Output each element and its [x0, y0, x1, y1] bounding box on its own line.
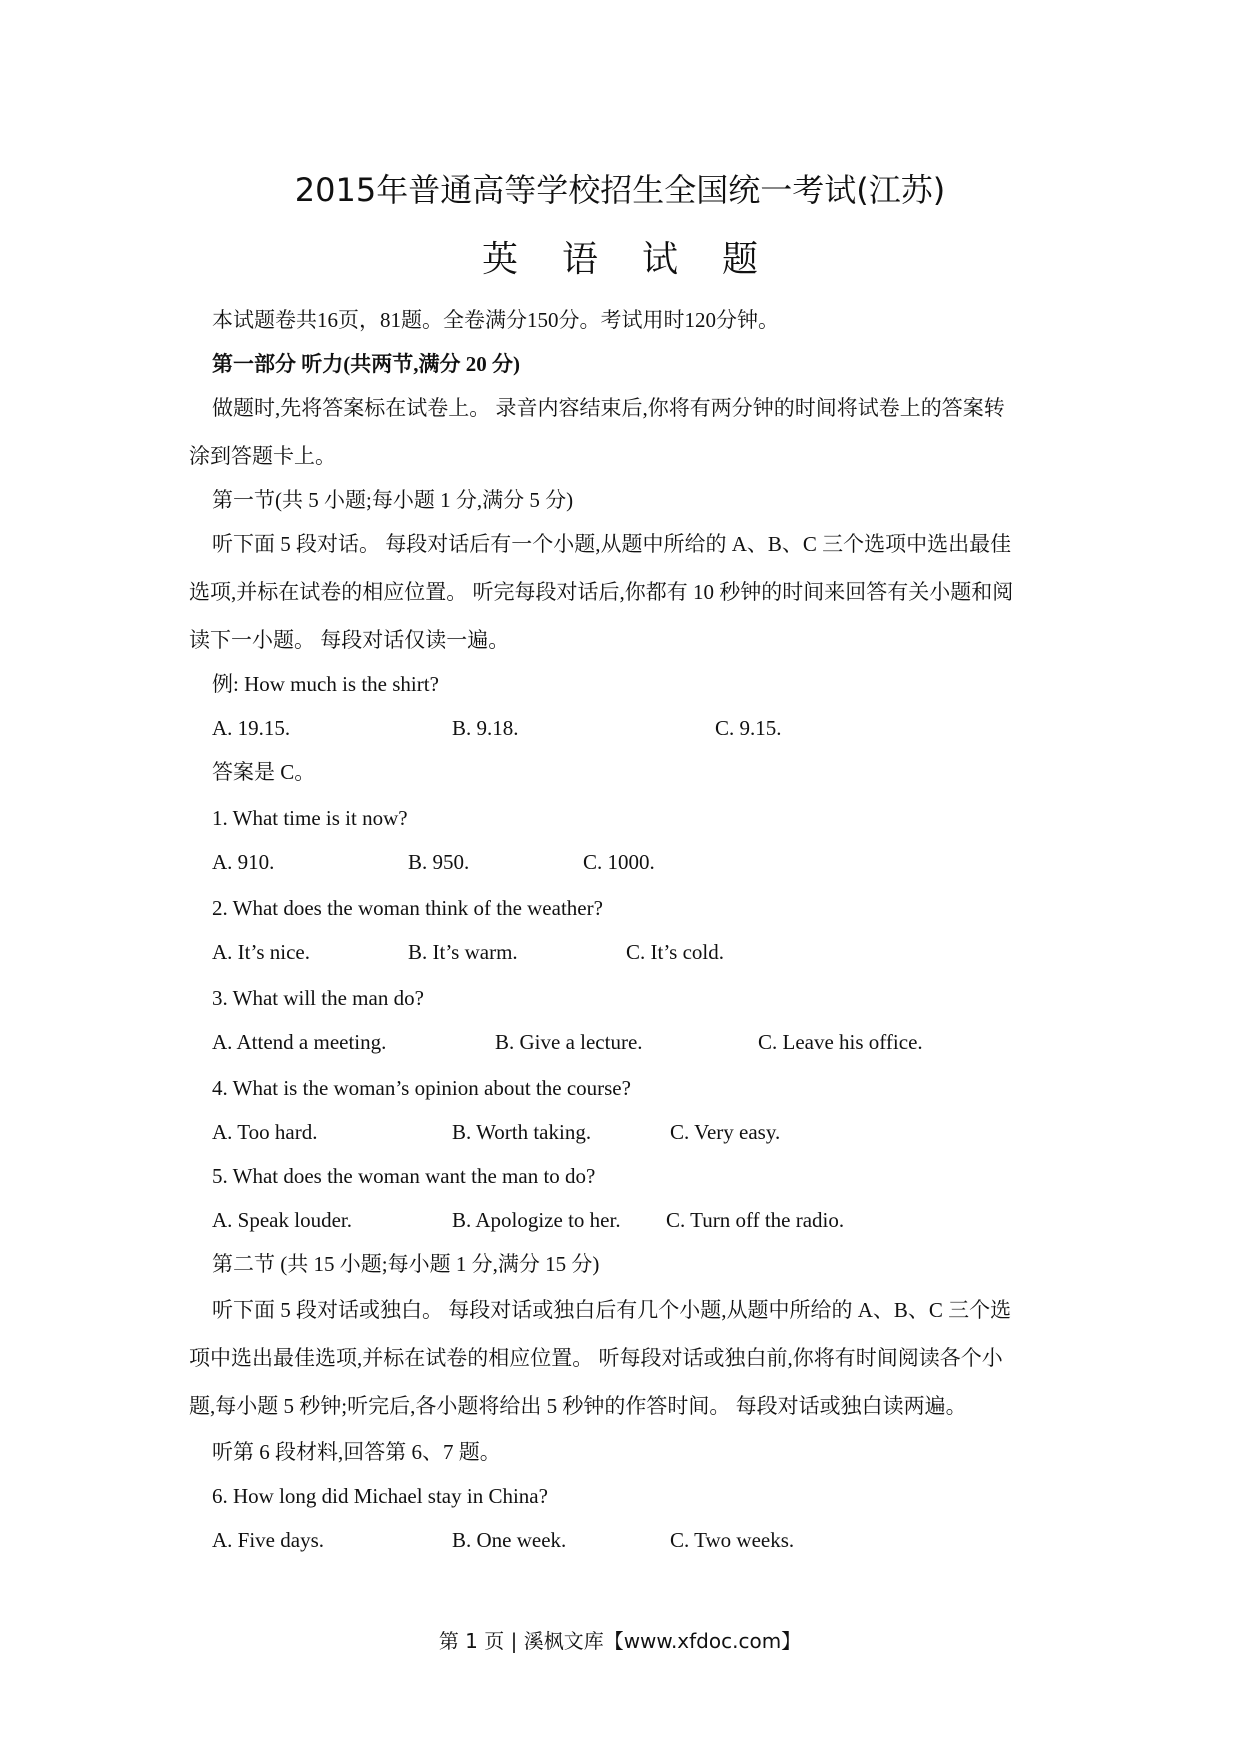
q6-option-b: B. One week. [452, 1528, 567, 1552]
q4-option-c: C. Very easy. [670, 1120, 781, 1144]
section1-directions-line: 读下一小题。 每段对话仅读一遍。 [189, 628, 510, 652]
q3-option-a: A. Attend a meeting. [212, 1030, 387, 1054]
part1-heading: 第一部分 听力(共两节,满分 20 分) [212, 352, 520, 376]
subtitle-char: 试 [642, 239, 679, 280]
q1-option-c: C. 1000. [583, 850, 655, 874]
section2-directions-line: 听下面 5 段对话或独白。 每段对话或独白后有几个小题,从题中所给的 A、B、C 三个选 [212, 1298, 1012, 1322]
q5-option-a: A. Speak louder. [212, 1208, 352, 1232]
q1-option-a: A. 910. [212, 850, 275, 874]
section1-directions-line: 选项,并标在试卷的相应位置。 听完每段对话后,你都有 10 秒钟的时间来回答有关小题和阅 [189, 580, 1014, 604]
example-option-a: A. 19.15. [212, 716, 291, 740]
question-3: 3. What will the man do? [212, 986, 424, 1010]
subtitle-char: 英 [481, 239, 518, 280]
part1-instruction-line: 涂到答题卡上。 [189, 444, 336, 468]
exam-intro: 本试题卷共16页，81题。全卷满分150分。考试用时120分钟。 [212, 308, 779, 332]
q2-option-b: B. It’s warm. [408, 940, 518, 964]
question-5: 5. What does the woman want the man to do? [212, 1164, 596, 1188]
q6-option-a: A. Five days. [212, 1528, 324, 1552]
q4-option-a: A. Too hard. [212, 1120, 318, 1144]
question-4: 4. What is the woman’s opinion about the course? [212, 1076, 631, 1100]
question-6: 6. How long did Michael stay in China? [212, 1484, 548, 1508]
q4-option-b: B. Worth taking. [452, 1120, 592, 1144]
q5-option-b: B. Apologize to her. [452, 1208, 621, 1232]
q3-option-c: C. Leave his office. [758, 1030, 923, 1054]
q5-option-c: C. Turn off the radio. [666, 1208, 845, 1232]
q6-option-c: C. Two weeks. [670, 1528, 795, 1552]
part1-instruction-line: 做题时,先将答案标在试卷上。 录音内容结束后,你将有两分钟的时间将试卷上的答案转 [212, 396, 1005, 420]
q2-option-a: A. It’s nice. [212, 940, 310, 964]
example-option-c: C. 9.15. [715, 716, 782, 740]
exam-title: 2015年普通高等学校招生全国统一考试(江苏) [294, 171, 946, 209]
exam-subtitle [0, 238, 1240, 282]
section2-directions-line: 题,每小题 5 秒钟;听完后,各小题将给出 5 秒钟的作答时间。 每段对话或独白读两遍。 [189, 1394, 967, 1418]
example-question: 例: How much is the shirt? [212, 672, 439, 696]
section1-heading: 第一节(共 5 小题;每小题 1 分,满分 5 分) [212, 488, 574, 512]
q2-option-c: C. It’s cold. [626, 940, 724, 964]
subtitle-char: 题 [722, 239, 759, 280]
material-note: 听第 6 段材料,回答第 6、7 题。 [212, 1440, 501, 1464]
section2-heading: 第二节 (共 15 小题;每小题 1 分,满分 15 分) [212, 1252, 600, 1276]
q1-option-b: B. 950. [408, 850, 470, 874]
example-option-b: B. 9.18. [452, 716, 519, 740]
page-footer: 第 1 页 | 溪枫文库【www.xfdoc.com】 [438, 1629, 802, 1653]
subtitle-char: 语 [561, 239, 598, 280]
question-1: 1. What time is it now? [212, 806, 408, 830]
example-answer: 答案是 C。 [212, 760, 316, 784]
section1-directions-line: 听下面 5 段对话。 每段对话后有一个小题,从题中所给的 A、B、C 三个选项中选出最佳 [212, 532, 1012, 556]
section2-directions-line: 项中选出最佳选项,并标在试卷的相应位置。 听每段对话或独白前,你将有时间阅读各个小 [189, 1346, 1003, 1370]
q3-option-b: B. Give a lecture. [495, 1030, 643, 1054]
question-2: 2. What does the woman think of the weather? [212, 896, 603, 920]
